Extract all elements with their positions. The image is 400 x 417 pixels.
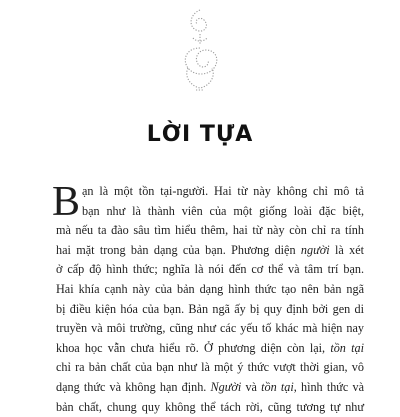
text-run: là xét <box>329 242 365 257</box>
text-line <box>56 378 364 398</box>
text-line <box>56 398 364 417</box>
text-run: bản chất, chung quy không thể tách rời, cũng tương tự như <box>56 399 364 414</box>
text-line <box>56 241 364 261</box>
text-line <box>56 280 364 300</box>
italic-term: người <box>300 242 330 257</box>
italic-term: Người <box>210 379 242 394</box>
text-run: bị điều kiện hóa của bạn. Bản ngã ấy bị quy định bởi gen di <box>56 301 364 316</box>
text-run: dạng thức và không hạn định. <box>56 379 211 394</box>
italic-term: tồn tại <box>261 379 294 394</box>
text-run: ở cấp độ hình thức; nghĩa là nói đến cơ thể và tâm trí bạn. <box>56 262 364 277</box>
text-run: bạn như là thành viên của một giống loài đặc biệt, <box>82 203 364 218</box>
text-run: truyền và môi trường, cũng như các yếu tố khác mà hiện nay <box>56 321 364 336</box>
drop-cap: B <box>52 179 81 225</box>
page-title: LỜI TỰA <box>146 122 254 147</box>
text-line <box>56 300 364 320</box>
text-line <box>56 202 364 222</box>
italic-term: tồn tại <box>330 340 364 355</box>
preface-body <box>56 182 365 414</box>
text-line <box>56 260 364 280</box>
text-line <box>56 358 364 378</box>
text-line <box>56 182 364 202</box>
text-line <box>56 339 364 359</box>
text-run: , hình thức và <box>293 379 364 394</box>
text-line <box>56 319 364 339</box>
text-run: Hai khía cạnh này của bản dạng hình thức tạo nên bản ngã <box>56 281 364 296</box>
text-run: chỉ ra bản chất của bạn như là một ý thức vượt thời gian, vô <box>56 360 364 375</box>
text-run: ạn là một tồn tại-người. Hai từ này không chỉ mô tả <box>82 184 364 198</box>
text-run: mà nếu ta đào sâu tìm hiểu thêm, hai từ này còn chỉ ra tính <box>56 223 364 238</box>
text-line <box>56 221 364 241</box>
swirl-ornament-icon <box>160 4 240 92</box>
text-run: hai mặt trong bản dạng của bạn. Phương diện <box>56 242 301 257</box>
text-run: và <box>241 379 262 394</box>
text-run: khoa học vẫn chưa hiểu rõ. Ở phương diện còn lại, <box>56 340 331 355</box>
